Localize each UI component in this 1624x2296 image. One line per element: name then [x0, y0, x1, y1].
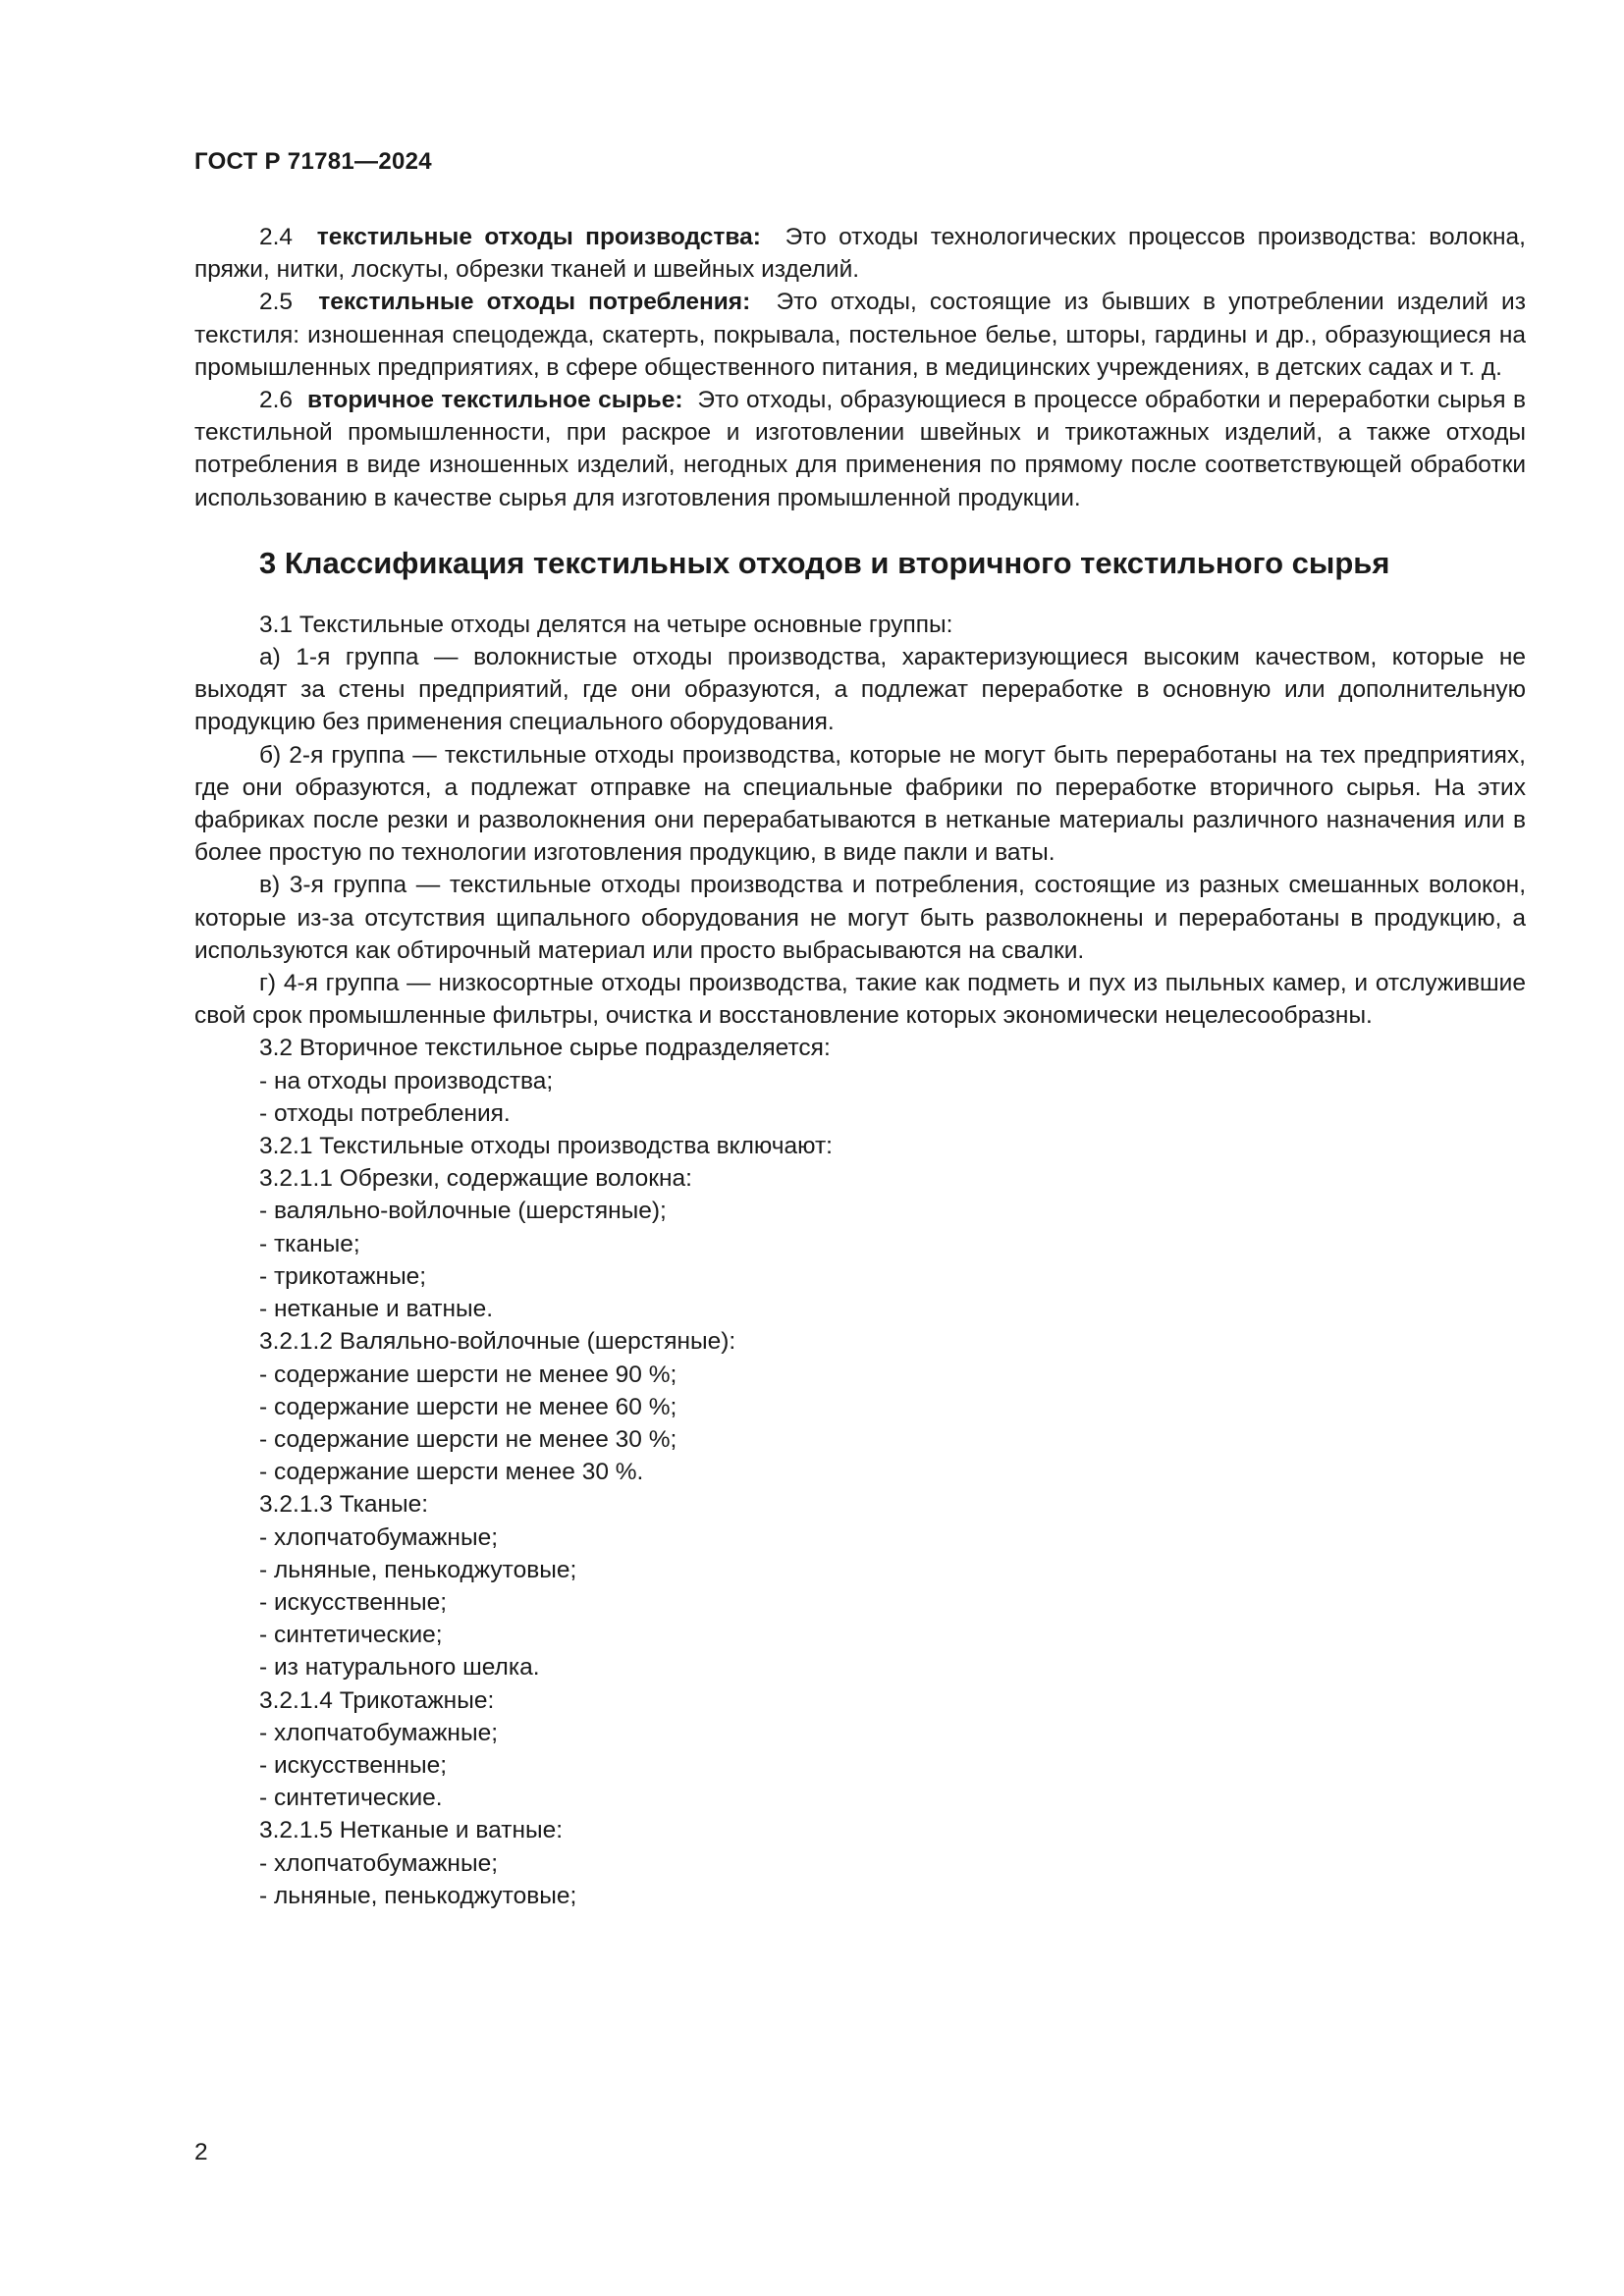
section-heading: 3 Классификация текстильных отходов и вторичного текстильного сырья — [259, 545, 1390, 580]
definition-2-6 — [194, 384, 1526, 514]
list-line: - синтетические. — [259, 1785, 443, 1812]
list-line: - тканые; — [259, 1230, 360, 1257]
list-line: - льняные, пенькоджутовые; — [259, 1556, 577, 1583]
list-line: 3.2.1 Текстильные отходы производства включают: — [259, 1133, 833, 1160]
list-line: - содержание шерсти не менее 60 %; — [259, 1393, 677, 1420]
definition-term: вторичное текстильное сырье: — [306, 387, 683, 414]
list-line: - хлопчатобумажные; — [259, 1719, 499, 1746]
list-line: - хлопчатобумажные; — [259, 1523, 499, 1551]
list-line: 3.2.1.2 Валяльно-войлочные (шерстяные): — [259, 1328, 736, 1356]
list-line: - из натурального шелка. — [259, 1654, 540, 1682]
list-line: 3.2 Вторичное текстильное сырье подразделяется: — [259, 1035, 831, 1062]
list-line: 3.2.1.3 Тканые: — [259, 1491, 429, 1519]
list-line: 3.2.1.1 Обрезки, содержащие волокна: — [259, 1165, 692, 1193]
list-line: - содержание шерсти не менее 30 %; — [259, 1425, 677, 1453]
definition-2-4 — [194, 221, 1526, 286]
definition-term: текстильные отходы потребления: — [318, 289, 751, 316]
page-number: 2 — [194, 2139, 208, 2165]
group-item: г) 4-я группа — низкосортные отходы производства, такие как подметь и пух из пыльных камер, и отслужившие свой срок промышленные фильтры, очистка и восстановление которых экономически нецелесообразны. — [194, 970, 1526, 1030]
list-line: - хлопчатобумажные; — [259, 1849, 499, 1877]
list-line: - искусственные; — [259, 1588, 448, 1616]
list-line: - льняные, пенькоджутовые; — [259, 1882, 577, 1909]
list-line: 3.2.1.5 Нетканые и ватные: — [259, 1817, 564, 1844]
definition-number: 2.4 — [259, 224, 294, 250]
list-line: - содержание шерсти не менее 90 %; — [259, 1361, 677, 1388]
clause-3-1: 3.1 Текстильные отходы делятся на четыре основные группы: — [259, 611, 953, 638]
group-item: в) 3-я группа — текстильные отходы производства и потребления, состоящие из разных смешанных волокон, которые из-за отсутствия щипального оборудования не могут быть разволокнены и переработаны в продукцию, а используются как обтирочный материал или просто выбрасываются на свалки. — [194, 872, 1526, 964]
definition-2-5 — [194, 286, 1526, 384]
definition-text: Это отходы, состоящие из бывших в употреблении изделий из текстиля: изношенная спецодежда, скатерть, покрывала, постельное белье, шторы, гардины и др., образующиеся на промышленных предприятиях, в сфере общественного питания, в медицинских учреждениях, в детских садах и т. д. — [194, 289, 1526, 381]
page-content — [194, 221, 1526, 1912]
list-line: - трикотажные; — [259, 1262, 427, 1290]
list-line: - содержание шерсти менее 30 %. — [259, 1459, 644, 1486]
list-line: - нетканые и ватные. — [259, 1296, 494, 1323]
definition-number: 2.6 — [259, 387, 294, 414]
group-item: б) 2-я группа — текстильные отходы производства, которые не могут быть переработаны на тех предприятиях, где они образуются, а подлежат отправке на специальные фабрики по переработке вторичного сырья. На этих фабриках после резки и разволокнения они перерабатываются в нетканые материалы различного назначения или в более простую по технологии изготовления продукцию, в виде пакли и ваты. — [194, 741, 1526, 867]
definition-text: Это отходы технологических процессов производства: волокна, пряжи, нитки, лоскуты, обрезки тканей и швейных изделий. — [194, 224, 1526, 284]
definition-number: 2.5 — [259, 289, 294, 316]
definition-text: Это отходы, образующиеся в процессе обработки и переработки сырья в текстильной промышленности, при раскрое и изготовлении швейных и трикотажных изделий, а также отходы потребления в виде изношенных изделий, негодных для применения по прямому после соответствующей обработки использованию в качестве сырья для изготовления промышленной продукции. — [194, 387, 1526, 511]
list-line: - искусственные; — [259, 1751, 448, 1779]
list-line: - на отходы производства; — [259, 1067, 554, 1095]
list-line: - синтетические; — [259, 1622, 443, 1649]
list-line: 3.2.1.4 Трикотажные: — [259, 1686, 495, 1714]
definition-term: текстильные отходы производства: — [316, 224, 761, 250]
document-header: ГОСТ Р 71781—2024 — [194, 148, 432, 175]
list-line: - отходы потребления. — [259, 1099, 511, 1127]
list-line: - валяльно-войлочные (шерстяные); — [259, 1198, 667, 1225]
group-item: а) 1-я группа — волокнистые отходы производства, характеризующиеся высоким качеством, которые не выходят за стены предприятий, где они образуются, а подлежат переработке в основную или дополнительную продукцию без применения специального оборудования. — [194, 644, 1526, 736]
